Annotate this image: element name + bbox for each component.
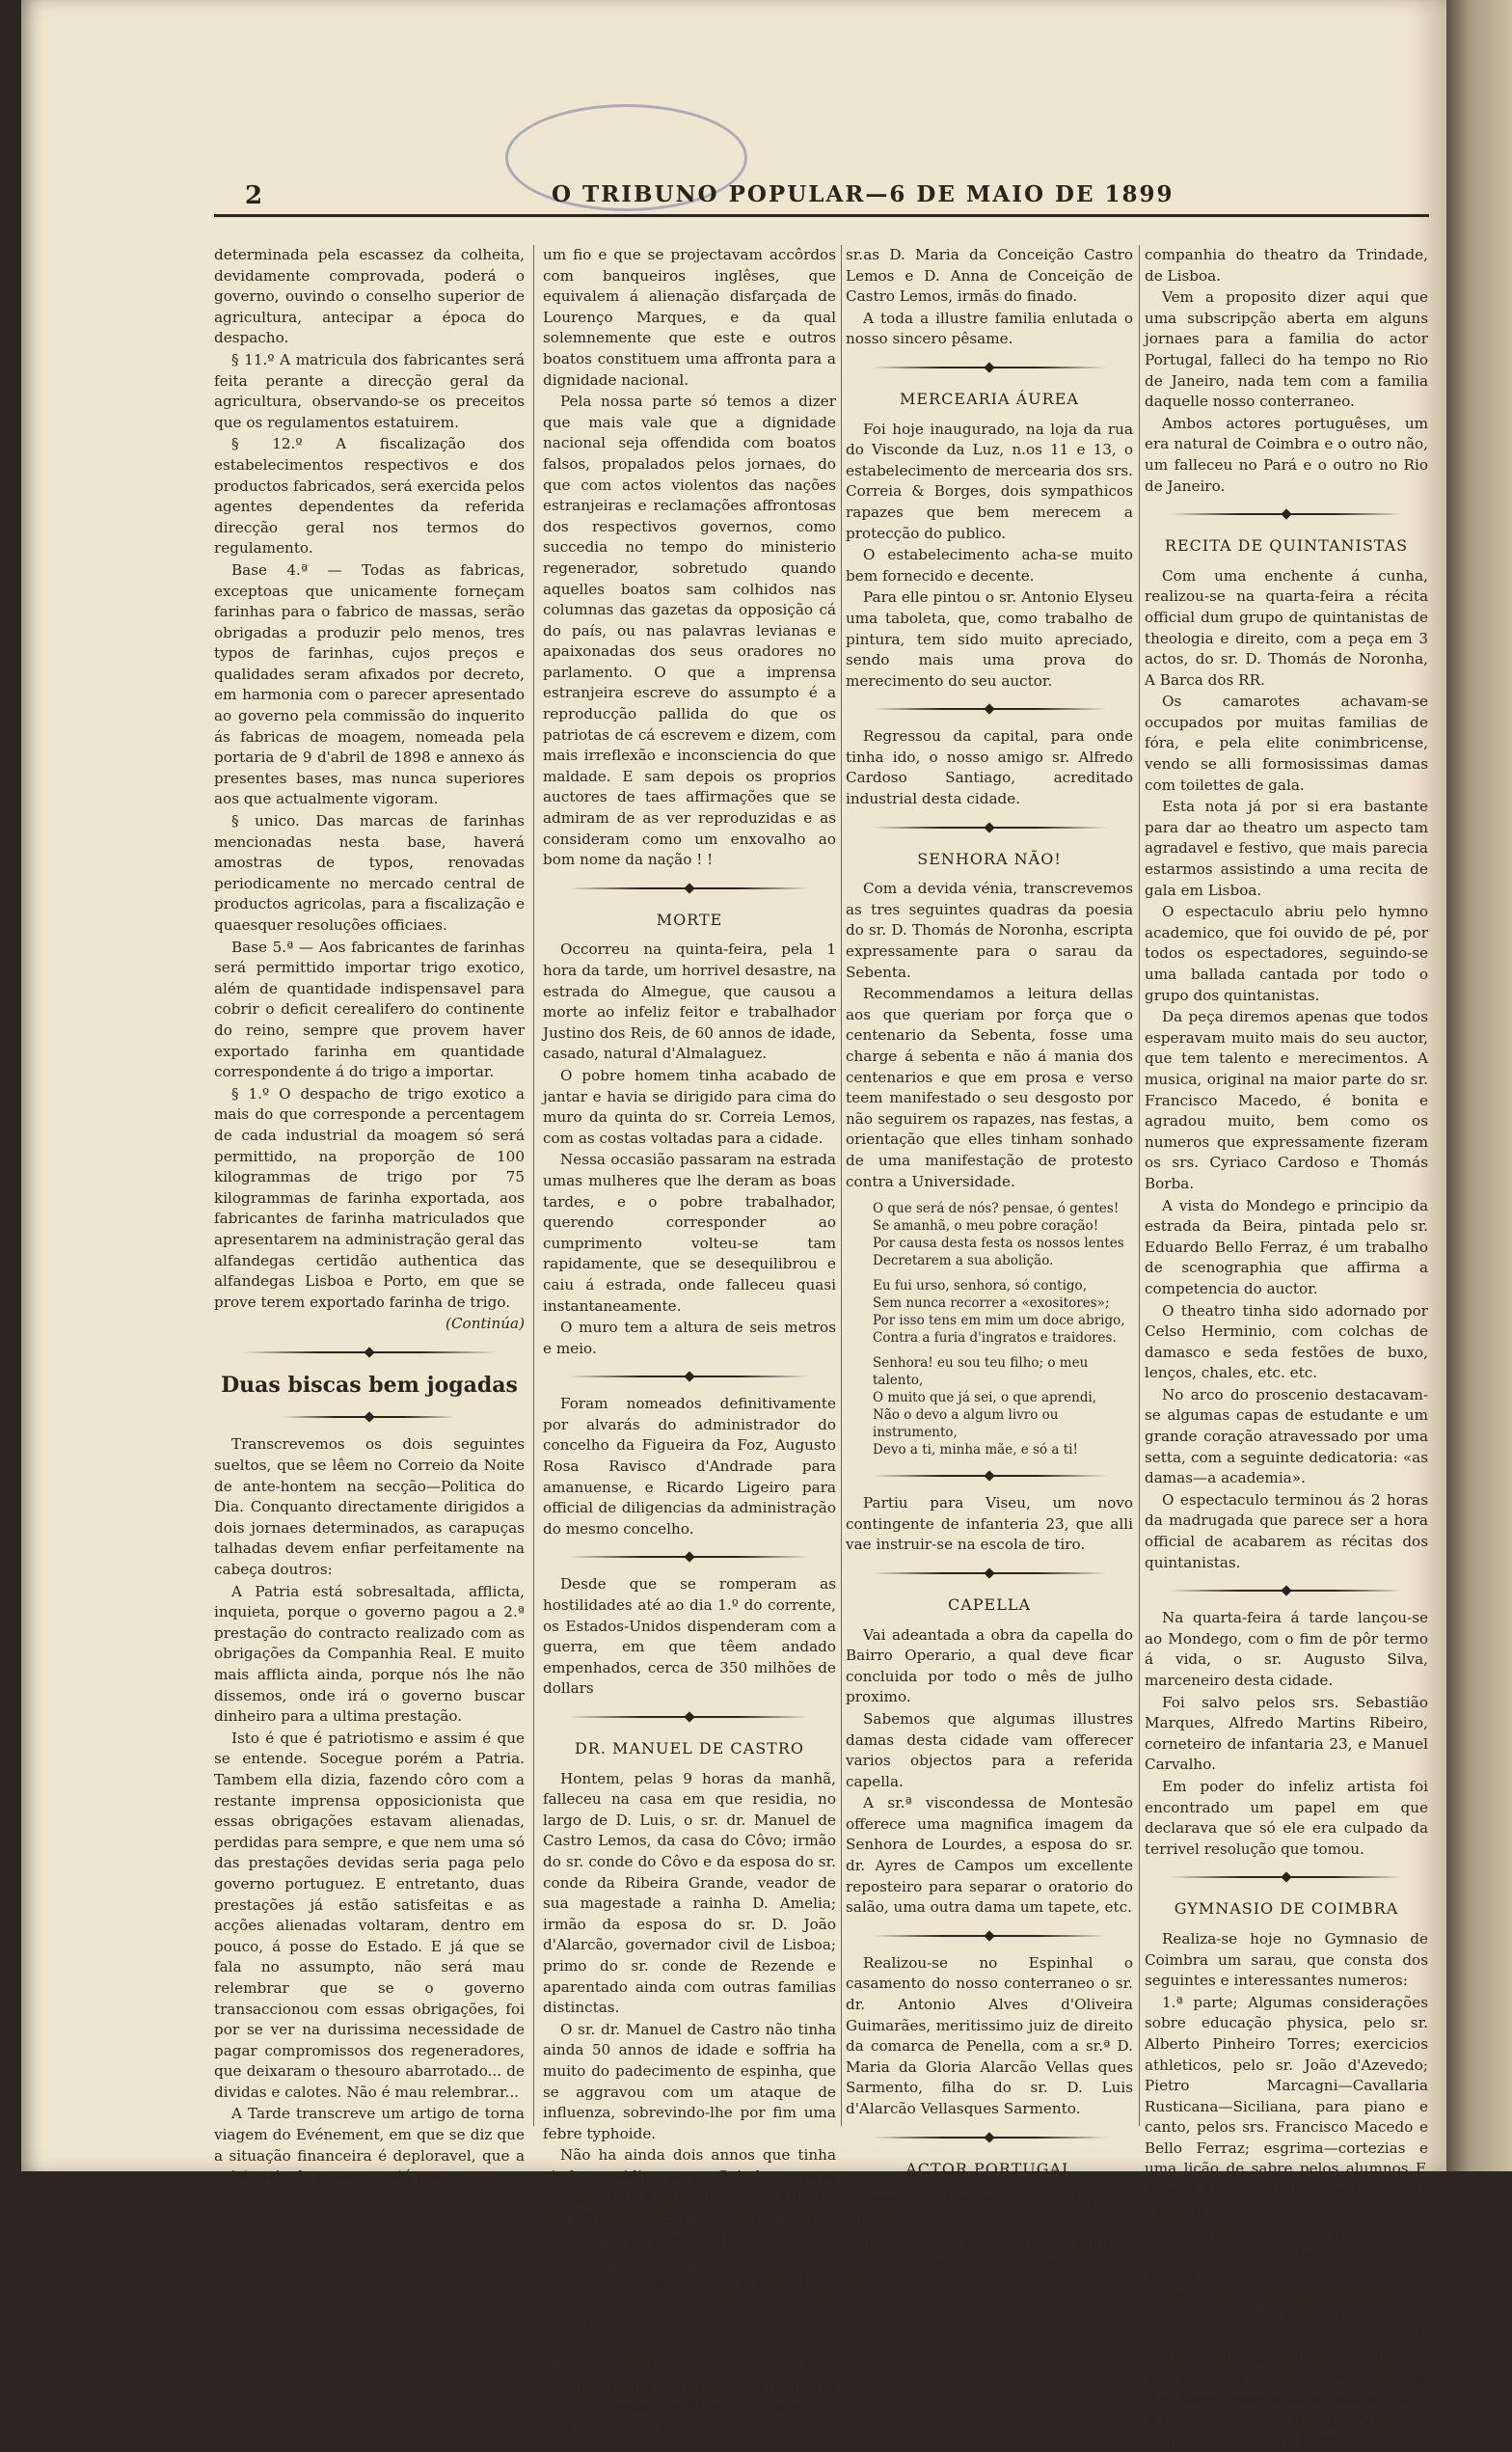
section-title-recita: RECITA DE QUINTANISTAS (1164, 536, 1409, 556)
section-title-castro: DR. MANUEL DE CASTRO (574, 1739, 805, 1757)
article-paragraph: Vem a proposito dizer aqui que uma subscripção aberta em alguns jornaes para a familia do actor Portugal, falleci do ha tempo no Rio de Janeiro, nada tem com a familia daquelle nosso conterraneo. (1145, 288, 1428, 411)
section-divider (872, 820, 1107, 835)
section-title-capella: CAPELLA (947, 1594, 1032, 1614)
newspaper-page (21, 0, 1446, 2450)
article-paragraph: Recommendamos a leitura dellas aos que queriam por força que o centenario da Sebenta, fosse uma charge á sebenta e não á mania dos centenarios e que em prosa e verso teem manifestado o seu desgosto por não seguirem os rapazes, nas festas, a orientação que elles tinham sonhado de uma manifestação de protesto contra a Universidade. (846, 985, 1133, 1190)
section-divider (569, 1549, 809, 1565)
poem-line: O que será de nós? pensae, ó gentes! (873, 1201, 1120, 1217)
article-paragraph: Em poder do infeliz artista foi encontrado um papel em que declarava que só ele era culpado da terrivel resolução que tomou. (1145, 1777, 1428, 1858)
article-paragraph: Transcrevemos os dois seguintes sueltos, que se lêem no Correio da Noite de ante-hontem na secção—Politica do Dia. Conquanto directamente dirigidos a dois jornaes determinados, as carapuças talhadas devem enfiar perfeitamente na cabeça doutros: (214, 1435, 525, 1579)
article-paragraph: § 1.º O despacho de trigo exotico a mais do que corresponde a percentagem de cada industrial da moagem só será permittido, na proporção de 100 kilogrammas de trigo por 75 kilogrammas de farinha exportada, aos fabricantes de farinha matriculados que apresentarem na administração geral das alfandegas certidão authentica das alfandegas Lisboa e Porto, em que se prove terem exportado farinha de trigo. (214, 1084, 525, 1311)
article-paragraph: determinada pela escassez da colheita, devidamente comprovada, poderá o governo, ouvindo o conselho superior de agricultura, antecipar a época do despacho. (214, 246, 525, 347)
article-paragraph: Realiza-se hoje no Gymnasio de Coimbra um sarau, que consta dos seguintes e interessantes numeros: (1145, 1929, 1428, 1990)
article-paragraph: Com a devida vénia, transcrevemos as tres seguintes quadras da poesia do sr. D. Thomás de Noronha, escripta expressamente para o sarau da Sebenta. (846, 880, 1133, 981)
article-paragraph: Foi salvo pelos srs. Sebastião Marques, Alfredo Martins Ribeiro, corneteiro de infantaria 23, e Manuel Carvalho. (1145, 1693, 1428, 1774)
article-paragraph: Partiu para Viseu, um novo contingente de infanteria 23, que alli vae instruir-se na escola de tiro. (846, 1494, 1133, 1554)
column-3 (846, 245, 1133, 2291)
article-paragraph: § 12.º A fiscalização dos estabelecimentos respectivos e dos productos fabricados, será exercida pelos agentes dependentes da referida direcção geral nos termos do regulamento. (214, 435, 525, 558)
section-title-actor: ACTOR PORTUGAL (905, 2159, 1073, 2178)
section-divider (872, 1928, 1107, 1944)
article-paragraph: sr.as D. Maria da Conceição Castro Lemos e D. Anna de Conceição de Castro Lemos, irmãs do finado. (846, 246, 1133, 306)
article-paragraph: Ambos actores portuguêses, um era natural de Coimbra e o outro não, um falleceu no Pará e o outro no Rio de Janeiro. (1145, 414, 1428, 495)
article-paragraph: um fio e que se projectavam accôrdos com banqueiros inglêses, que equivalem á alienação disfarçada de Lourenço Marques, e da qual solemnemente que este e outros boatos constituem uma affronta para a dignidade nacional. (543, 246, 836, 389)
section-divider (569, 1709, 809, 1725)
section-title-mercearia: MERCEARIA ÁUREA (900, 389, 1079, 408)
section-divider (569, 1369, 809, 1384)
poem-line: Por causa desta festa os nossos lentes (873, 1236, 1124, 1252)
article-paragraph: Vai adeantada a obra da capella do Bairro Operario, a qual deve ficar concluida por todo o mês de julho proximo. (846, 1625, 1133, 1706)
section-divider (1170, 506, 1402, 522)
article-title: Duas biscas bem jogadas (221, 1372, 518, 1398)
article-paragraph: § 11.º A matricula dos fabricantes será feita perante a direcção geral da agricultura, observando-se os preceitos que os regulamentos estatuirem. (214, 350, 525, 431)
poem-line: Devo a ti, minha mãe, e só a ti! (873, 1442, 1078, 1458)
column-divider (533, 245, 534, 2126)
article-paragraph: O pobre homem tinha acabado de jantar e havia se dirigido para cima do muro da quinta do sr. Correia Lemos, com as costas voltadas para a cidade. (543, 1066, 836, 1147)
article-paragraph: Regressou da capital, para onde tinha ido, o nosso amigo sr. Alfredo Cardoso Santiago, acreditado industrial desta cidade. (846, 727, 1133, 808)
article-paragraph: Desde que se romperam as hostilidades até ao dia 1.º do corrente, os Estados-Unidos dispenderam com a guerra, em que têem andado empenhados, cerca de 350 milhões de dollars (543, 1575, 836, 1698)
article-paragraph: Passou hontem o terceiro anniversario da morte do nosso saudoso patricio e amigo Antonio Portugal, fallecido subitamente no Pará, onde se achava com a (846, 2190, 1133, 2291)
article-paragraph: Sabemos que algumas illustres damas desta cidade vam offerecer varios objectos para a referida capella. (846, 1709, 1133, 1790)
poem-line: Eu fui urso, senhora, só contigo, (873, 1278, 1087, 1294)
article-paragraph: Realizou-se no Espinhal o casamento do nosso conterraneo o sr. dr. Antonio Alves d'Oliveira Guimarães, meritissimo juiz de direito da comarca de Penella, com a sr.ª D. Maria da Gloria Alarcão Vellas ques Sarmento, filha do sr. D. Luis d'Alarcão Vellasques Sarmento. (846, 1953, 1133, 2117)
article-paragraph: Base 5.ª — Aos fabricantes de farinhas será permittido importar trigo exotico, além de quantidade indispensavel para cobrir o deficit cerealifero do continente do reino, sempre que provem haver exportado farinha em quantidade correspondente á do trigo a importar. (214, 938, 525, 1081)
article-paragraph: A Tarde transcreve um artigo de torna viagem do Evénement, em que se diz que a situação financeira é deploravel, que a existencia do governo está por (214, 2105, 525, 2186)
article-paragraph: companhia do theatro da Trindade, de Lisboa. (1145, 246, 1428, 285)
section-divider (1170, 1869, 1402, 1885)
poem-line: Não o devo a algum livro ou instrumento, (873, 1407, 1059, 1441)
article-paragraph: Para elle pintou o sr. Antonio Elyseu uma taboleta, que, como trabalho de pintura, tem sido muito apreciado, sendo mais uma prova do merecimento do seu auctor. (846, 588, 1133, 690)
column-2 (543, 245, 836, 2437)
article-paragraph: Nessa occasião passaram na estrada umas mulheres que lhe deram as boas tardes, e o pobre trabalhador, querendo corresponder ao cumprimento volteu-se tam rapidamente, que se desequilibrou e caiu á estrada, onde falleceu quasi instantaneamente. (543, 1151, 836, 1315)
article-paragraph: Base 4.ª — Todas as fabricas, exceptoas que unicamente forneçam farinhas para o fabrico de massas, serão obrigadas a produzir pelo menos, tres typos de farinhas, cujos preços e qualidades seram afixados por decreto, em harmonia com o parecer apresentado ao governo pela commissão do inquerito ás fabricas de moagem, nomeada pela portaria de 9 d'abril de 1898 e annexo ás presentes bases, mas nunca superiores aos que actualmente vigoram. (214, 560, 525, 808)
article-paragraph: 1.ª parte; Algumas considerações sobre educação physica, pelo sr. Alberto Pinheiro Torres; exercicios athleticos, pelo sr. João d'Azevedo; Pietro Marcagni—Cavallaria Rusticana—Siciliana, para piano e canto, pelos srs. Francisco Macedo e Bello Ferraz; esgrima—cortezias e uma lição de sabre pelos alumnos F. Pimentel e Raul Monteiro de Carvalho. (1145, 1993, 1428, 2220)
poem-line: Senhora! eu sou teu filho; o meu talento, (873, 1355, 1089, 1389)
section-divider (1170, 1583, 1402, 1598)
article-paragraph: O sr. dr. Manuel de Castro não tinha ainda 50 annos de idade e soffria ha muito do padecimento de espinha, que se aggravou com um ataque de influenza, sobrevindo-lhe por fim uma febre typhoide. (543, 2020, 836, 2142)
poem (873, 1200, 1133, 1458)
section-title-morte: MORTE (656, 910, 723, 929)
section-divider (872, 701, 1107, 717)
adjacent-page-edge (1446, 0, 1512, 2171)
article-paragraph: Isto é que é patriotismo e assim é que se entende. Socegue porém a Patria. Tambem ella dizia, fazendo côro com a restante imprensa opposicionista que essas obrigações estavam alienadas, perdidas para sempre, e que nem uma só das prestações devidas seria paga pelo governo portuguez. E entretanto, duas prestações já estão satisfeitas e as acções alienadas voltaram, dentro em pouco, á posse do Estado. E já que se fala no assumpto, não será mau relembrar que se o governo transaccionou com essas obrigações, foi por se ver na durissima necessidade de pagar compromissos dos regeneradores, que deixaram o thesouro abarrotado... de dividas e calotes. Não é mau relembrar... (214, 1729, 525, 2101)
poem-line: Por isso tens em mim um doce abrigo, (873, 1313, 1125, 1329)
column-divider (841, 245, 842, 2126)
article-paragraph: Foi hoje inaugurado, na loja da rua do Visconde da Luz, n.os 11 e 13, o estabelecimento de mercearia dos srs. Correia & Borges, dois sympathicos rapazes que bem merecem a protecção do publico. (846, 420, 1133, 542)
article-paragraph: O estabelecimento acha-se muito bem fornecido e decente. (846, 546, 1133, 585)
article-paragraph: O espectaculo terminou ás 2 horas da madrugada que parece ser a hora official de acabarem as récitas dos quintanistas. (1145, 1490, 1428, 1571)
column-divider (1139, 245, 1140, 2126)
article-paragraph: O theatro tinha sido adornado por Celso Herminio, com colchas de damasco e seda festões de buxo, lenços, chales, etc. etc. (1145, 1301, 1428, 1382)
article-paragraph: A vista do Mondego e principio da estrada da Beira, pintada pelo sr. Eduardo Bello Ferraz, é um trabalho de scenographia que affirma a competencia do auctor. (1145, 1196, 1428, 1297)
section-divider (872, 2130, 1107, 2145)
section-divider (242, 1345, 497, 1360)
section-divider (872, 360, 1107, 375)
article-paragraph: 2.ª parte Exercicios de bicycleta commum pelos srs. Tavares de Mello; Augusto Samie—L'Exile—solo de violino com acompanhamento de piano, pelos srs. Mario Ochoa e A. Tinoco; para lelas, pelos srs. P. Seabra, Aguiar, Azevedo, Tinoco J. Manso e A. Manso; Andante de Beethoven, para violino, violoncello e piano, pelos srs. Ribeiro Alves, A. Marques, M. Gayo e F. Macedo. (1145, 2223, 1428, 2450)
article-paragraph: Da peça diremos apenas que todos esperavam muito mais do seu auctor, que tem talento e merecimentos. A musica, original na maior parte do sr. Francisco Macedo, é bonita e agradou muito, bem como os numeros que expressamente fizeram os srs. Cyriaco Cardoso e Thomás Borba. (1145, 1008, 1428, 1192)
article-paragraph: Não ha ainda dois annos que tinha vindo residir para Coimbra, para acompanhar a educação litteraria de seu filho Sebastião de Castro Lemos, alumno do 1.º anno de direito. (543, 2146, 836, 2248)
section-divider (569, 881, 809, 896)
poem-line: Contra a furia d'ingratos e traidores. (873, 1330, 1117, 1347)
article-paragraph: Hontem, pelas 9 horas da manhã, falleceu na casa em que residia, no largo de D. Luis, o sr. dr. Manuel de Castro Lemos, da casa do Côvo; irmão do sr. conde do Côvo e da esposa do sr. conde da Ribeira Grande, veador de sua magestade a rainha D. Amelia; irmão da esposa do sr. D. João d'Alarcão, governador civil de Lisboa; primo do sr. conde de Rezende e aparentado ainda com outras familias distinctas. (543, 1769, 836, 2017)
column-1 (214, 245, 525, 2186)
article-paragraph: No arco do proscenio destacavam-se algumas capas de estudante e um grande coração atravessado por uma setta, com a seguinte dedicatoria: «as damas—a academia». (1145, 1385, 1428, 1487)
article-paragraph: Em virtude deste triste acontecimento acham-se em Coimbra os srs. Conde da Ribeira Grande, D. João d'Alarcão, e as (543, 2357, 836, 2437)
column-4 (1145, 245, 1428, 2450)
article-paragraph: O espectaculo abriu pelo hymno academico, que foi ouvido de pé, por todos os espectadores, seguindo-se uma ballada cantada por todo o grupo dos quintanistas. (1145, 903, 1428, 1004)
poem-line: Decretarem a sua abolição. (873, 1253, 1054, 1269)
poem-line: Se amanhã, o meu pobre coração! (873, 1218, 1099, 1235)
article-paragraph: Esta nota já por si era bastante para dar ao theatro um aspecto tam agradavel e festivo, que mais parecia estarmos assistindo a uma recita de gala em Lisboa. (1145, 798, 1428, 899)
continua-note: (Continúa) (446, 1315, 525, 1333)
article-paragraph: Na quarta-feira á tarde lançou-se ao Mondego, com o fim de pôr termo á vida, o sr. Augusto Silva, marceneiro desta cidade. (1145, 1609, 1428, 1689)
poem-line: Sem nunca recorrer a «exositores»; (873, 1295, 1110, 1312)
article-paragraph: Com uma enchente á cunha, realizou-se na quarta-feira a récita official dum grupo de quintanistas de theologia e direito, com a peça em 3 actos, do sr. D. Thomás de Noronha, A Barca dos RR. (1145, 566, 1428, 689)
section-title-gymnasio: GYMNASIO DE COIMBRA (1174, 1899, 1399, 1919)
page-number: 2 (245, 181, 263, 210)
article-paragraph: O muro tem a altura de seis metros e meio. (543, 1319, 836, 1357)
poem-line: O muito que já sei, o que aprendi, (873, 1390, 1097, 1406)
article-paragraph: O cadaver foi hoje trasladado para a Sé, devendo seguir de madrugada para Oliveira d'Azemeis, para alli ser depositado no respectivo jazigo de familia. (543, 2251, 836, 2353)
article-paragraph: A Patria está sobresaltada, afflicta, inquieta, porque o governo pagou a 2.ª prestação do contracto realizado com as obrigações da Companhia Real. E muito mais afflicta ainda, porque nós lhe não dissemos, onde irá o governo buscar dinheiro para a ultima prestação. (214, 1582, 525, 1726)
article-paragraph: Foram nomeados definitivamente por alvarás do administrador do concelho da Figueira da Foz, Augusto Rosa Ravisco d'Andrade para amanuense, e Ricardo Ligeiro para official de diligencias da administração do mesmo concelho. (543, 1395, 836, 1538)
article-paragraph: Pela nossa parte só temos a dizer que mais vale que a dignidade nacional seja offendida com boatos falsos, propalados pelos jornaes, do que com actos violentos das nações estranjeiras e reclamações affrontosas dos respectivos governos, como succedia no tempo do ministerio regenerador, sobretudo quando aquelles boatos sam colhidos nas columnas das gazetas da opposição cá do país, ou nas palavras levianas e apaixonadas dos seus oradores no parlamento. O que a imprensa estranjeira escreve do assumpto é a reproducção pallida do que os patriotas de cá escrevem e dizem, com mais irreflexão e inconsciencia do que maldade. E sam depois os proprios auctores de taes affirmações que se admiram de as ver reproduzidas e as consideram como um enxovalho ao bom nome da nação ! ! (543, 393, 836, 869)
masthead: O TRIBUNO POPULAR—6 DE MAIO DE 1899 (552, 181, 1174, 207)
section-divider (283, 1409, 456, 1425)
article-paragraph: Os camarotes achavam-se occupados por muitas familias de fóra, e pela elite conimbricense, vendo se alli formosissimas damas com toilettes de gala. (1145, 693, 1428, 794)
article-paragraph: Occorreu na quinta-feira, pela 1 hora da tarde, um horrivel desastre, na estrada do Almegue, que causou a morte ao infeliz feitor e trabalhador Justino dos Reis, de 60 annos de idade, casado, natural d'Almalaguez. (543, 940, 836, 1063)
section-divider (872, 1468, 1107, 1484)
article-paragraph: A sr.ª viscondessa de Montesão offerece uma magnifica imagem da Senhora de Lourdes, a esposa do sr. dr. Ayres de Campos um excellente reposteiro para separar o oratorio do salão, uma outra dama um tapete, etc. (846, 1794, 1133, 1917)
page-header (214, 181, 1429, 217)
article-paragraph: § unico. Das marcas de farinhas mencionadas nesta base, haverá amostras de typos, renovadas periodicamente no mercado central de productos agricolas, para a fiscalização e quaesquer resoluções officiaes. (214, 812, 525, 934)
section-divider (872, 1566, 1107, 1581)
article-paragraph: A toda a illustre familia enlutada o nosso sincero pêsame. (846, 309, 1133, 348)
section-title-senhora: SENHORA NÃO! (917, 849, 1062, 868)
